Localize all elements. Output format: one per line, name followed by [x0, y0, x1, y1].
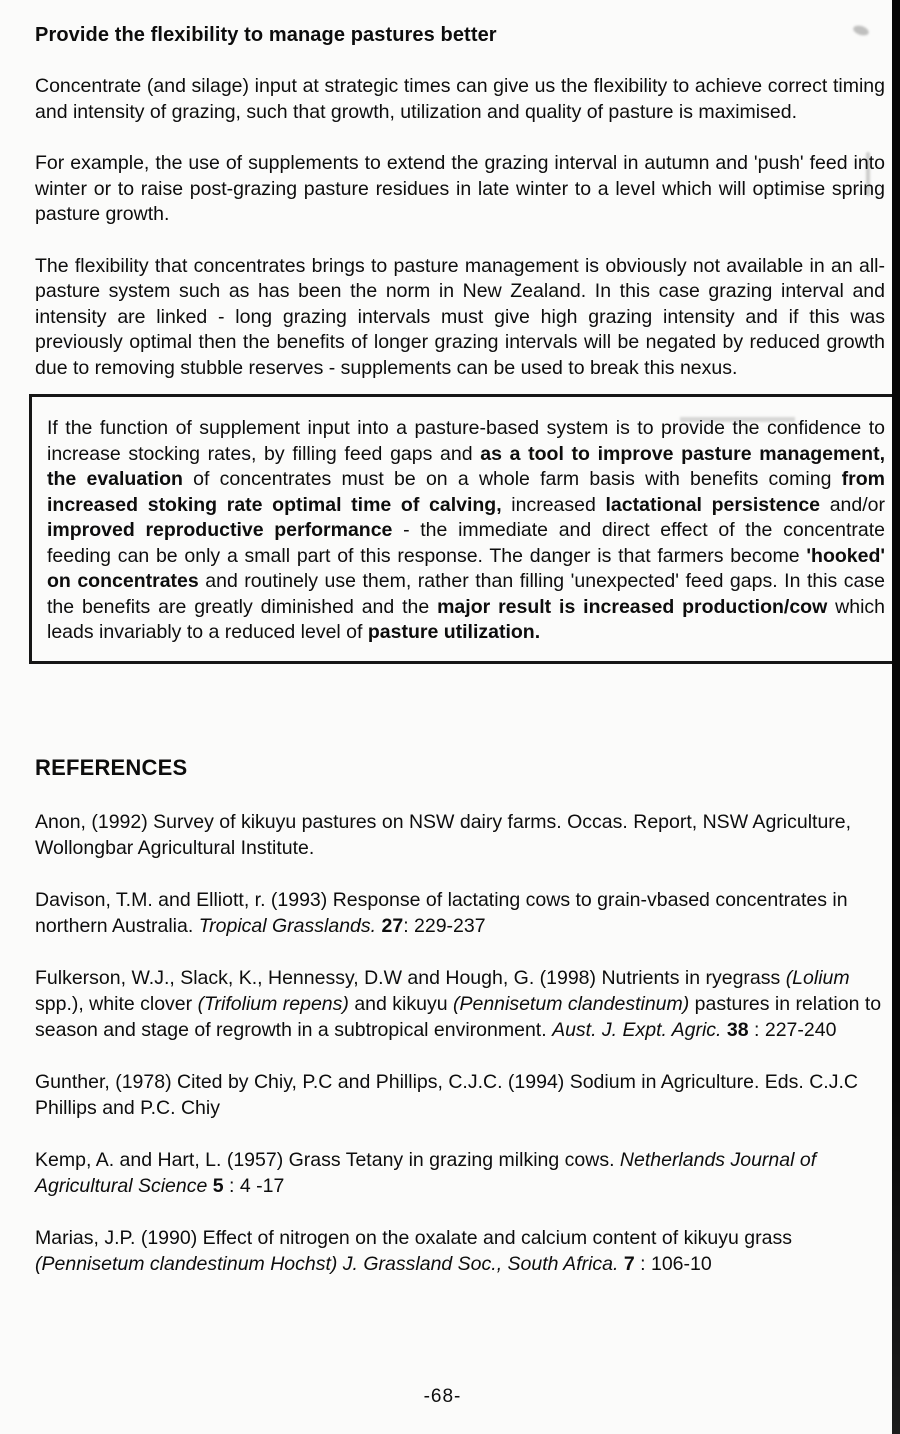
scan-smudge-artifact [680, 417, 795, 422]
references-list [35, 809, 885, 1277]
references-heading: REFERENCES [35, 754, 188, 780]
scan-edge-bar-artifact [892, 0, 900, 1434]
paragraph-for-example: For example, the use of supplements to extend the grazing interval in autumn and 'push' feed into winter or to raise post-grazing pasture residues in late winter to a level which will optimise spring pasture growth. [35, 152, 885, 225]
reference-item-kemp: Kemp, A. and Hart, L. (1957) Grass Tetany in grazing milking cows. Netherlands Journal of Agricultural Science 5 : 4 -17 [35, 1148, 817, 1197]
reference-item-anon: Anon, (1992) Survey of kikuyu pastures on NSW dairy farms. Occas. Report, NSW Agriculture, Wollongbar Agricultural Institute. [35, 810, 852, 859]
highlight-box [29, 394, 900, 664]
page-number: -68- [423, 1386, 462, 1407]
reference-item-fulkerson: Fulkerson, W.J., Slack, K., Hennessy, D.W and Hough, G. (1998) Nutrients in ryegrass (Lolium spp.), white clover (Trifolium repens) and kikuyu (Pennisetum clandestinum) pastures in relation to season and stage of regrowth in a subtropical environment. Aust. J. Expt. Agric. 38 : 227-240 [35, 966, 882, 1041]
scan-smudge-artifact [866, 152, 870, 196]
paragraph-flexibility: The flexibility that concentrates brings to pasture management is obviously not available in an all-pasture system such as has been the norm in New Zealand. In this case grazing interval and intensity are linked - long grazing intervals must give high grazing intensity and if this was previously optimal then the benefits of longer grazing intervals will be negated by reduced growth due to removing stubble reserves - supplements can be used to break this nexus. [35, 254, 885, 379]
section-heading: Provide the flexibility to manage pastures better [35, 24, 497, 46]
reference-item-marias: Marias, J.P. (1990) Effect of nitrogen on the oxalate and calcium content of kikuyu grass (Pennisetum clandestinum Hochst) J. Grassland Soc., South Africa. 7 : 106-10 [35, 1226, 792, 1275]
paragraph-concentrate-input: Concentrate (and silage) input at strategic times can give us the flexibility to achieve correct timing and intensity of grazing, such that growth, utilization and quality of pasture is maximised. [35, 75, 885, 123]
reference-item-gunther: Gunther, (1978) Cited by Chiy, P.C and Phillips, C.J.C. (1994) Sodium in Agriculture. Eds. C.J.C Phillips and P.C. Chiy [35, 1070, 858, 1119]
boxed-paragraph: If the function of supplement input into a pasture-based system is to provide the confidence to increase stocking rates, by filling feed gaps and as a tool to improve pasture management, the evaluation of concentrates must be on a whole farm basis with benefits coming from increased stoking rate optimal time of calving, increased lactational persistence and/or improved reproductive performance - the immediate and direct effect of the concentrate feeding can be only a small part of this response. The danger is that farmers become 'hooked' on concentrates and routinely use them, rather than filling 'unexpected' feed gaps. In this case the benefits are greatly diminished and the major result is increased production/cow which leads invariably to a reduced level of pasture utilization. [47, 417, 885, 643]
reference-item-davison: Davison, T.M. and Elliott, r. (1993) Response of lactating cows to grain-vbased concentrates in northern Australia. Tropical Grasslands. 27: 229-237 [35, 888, 848, 937]
